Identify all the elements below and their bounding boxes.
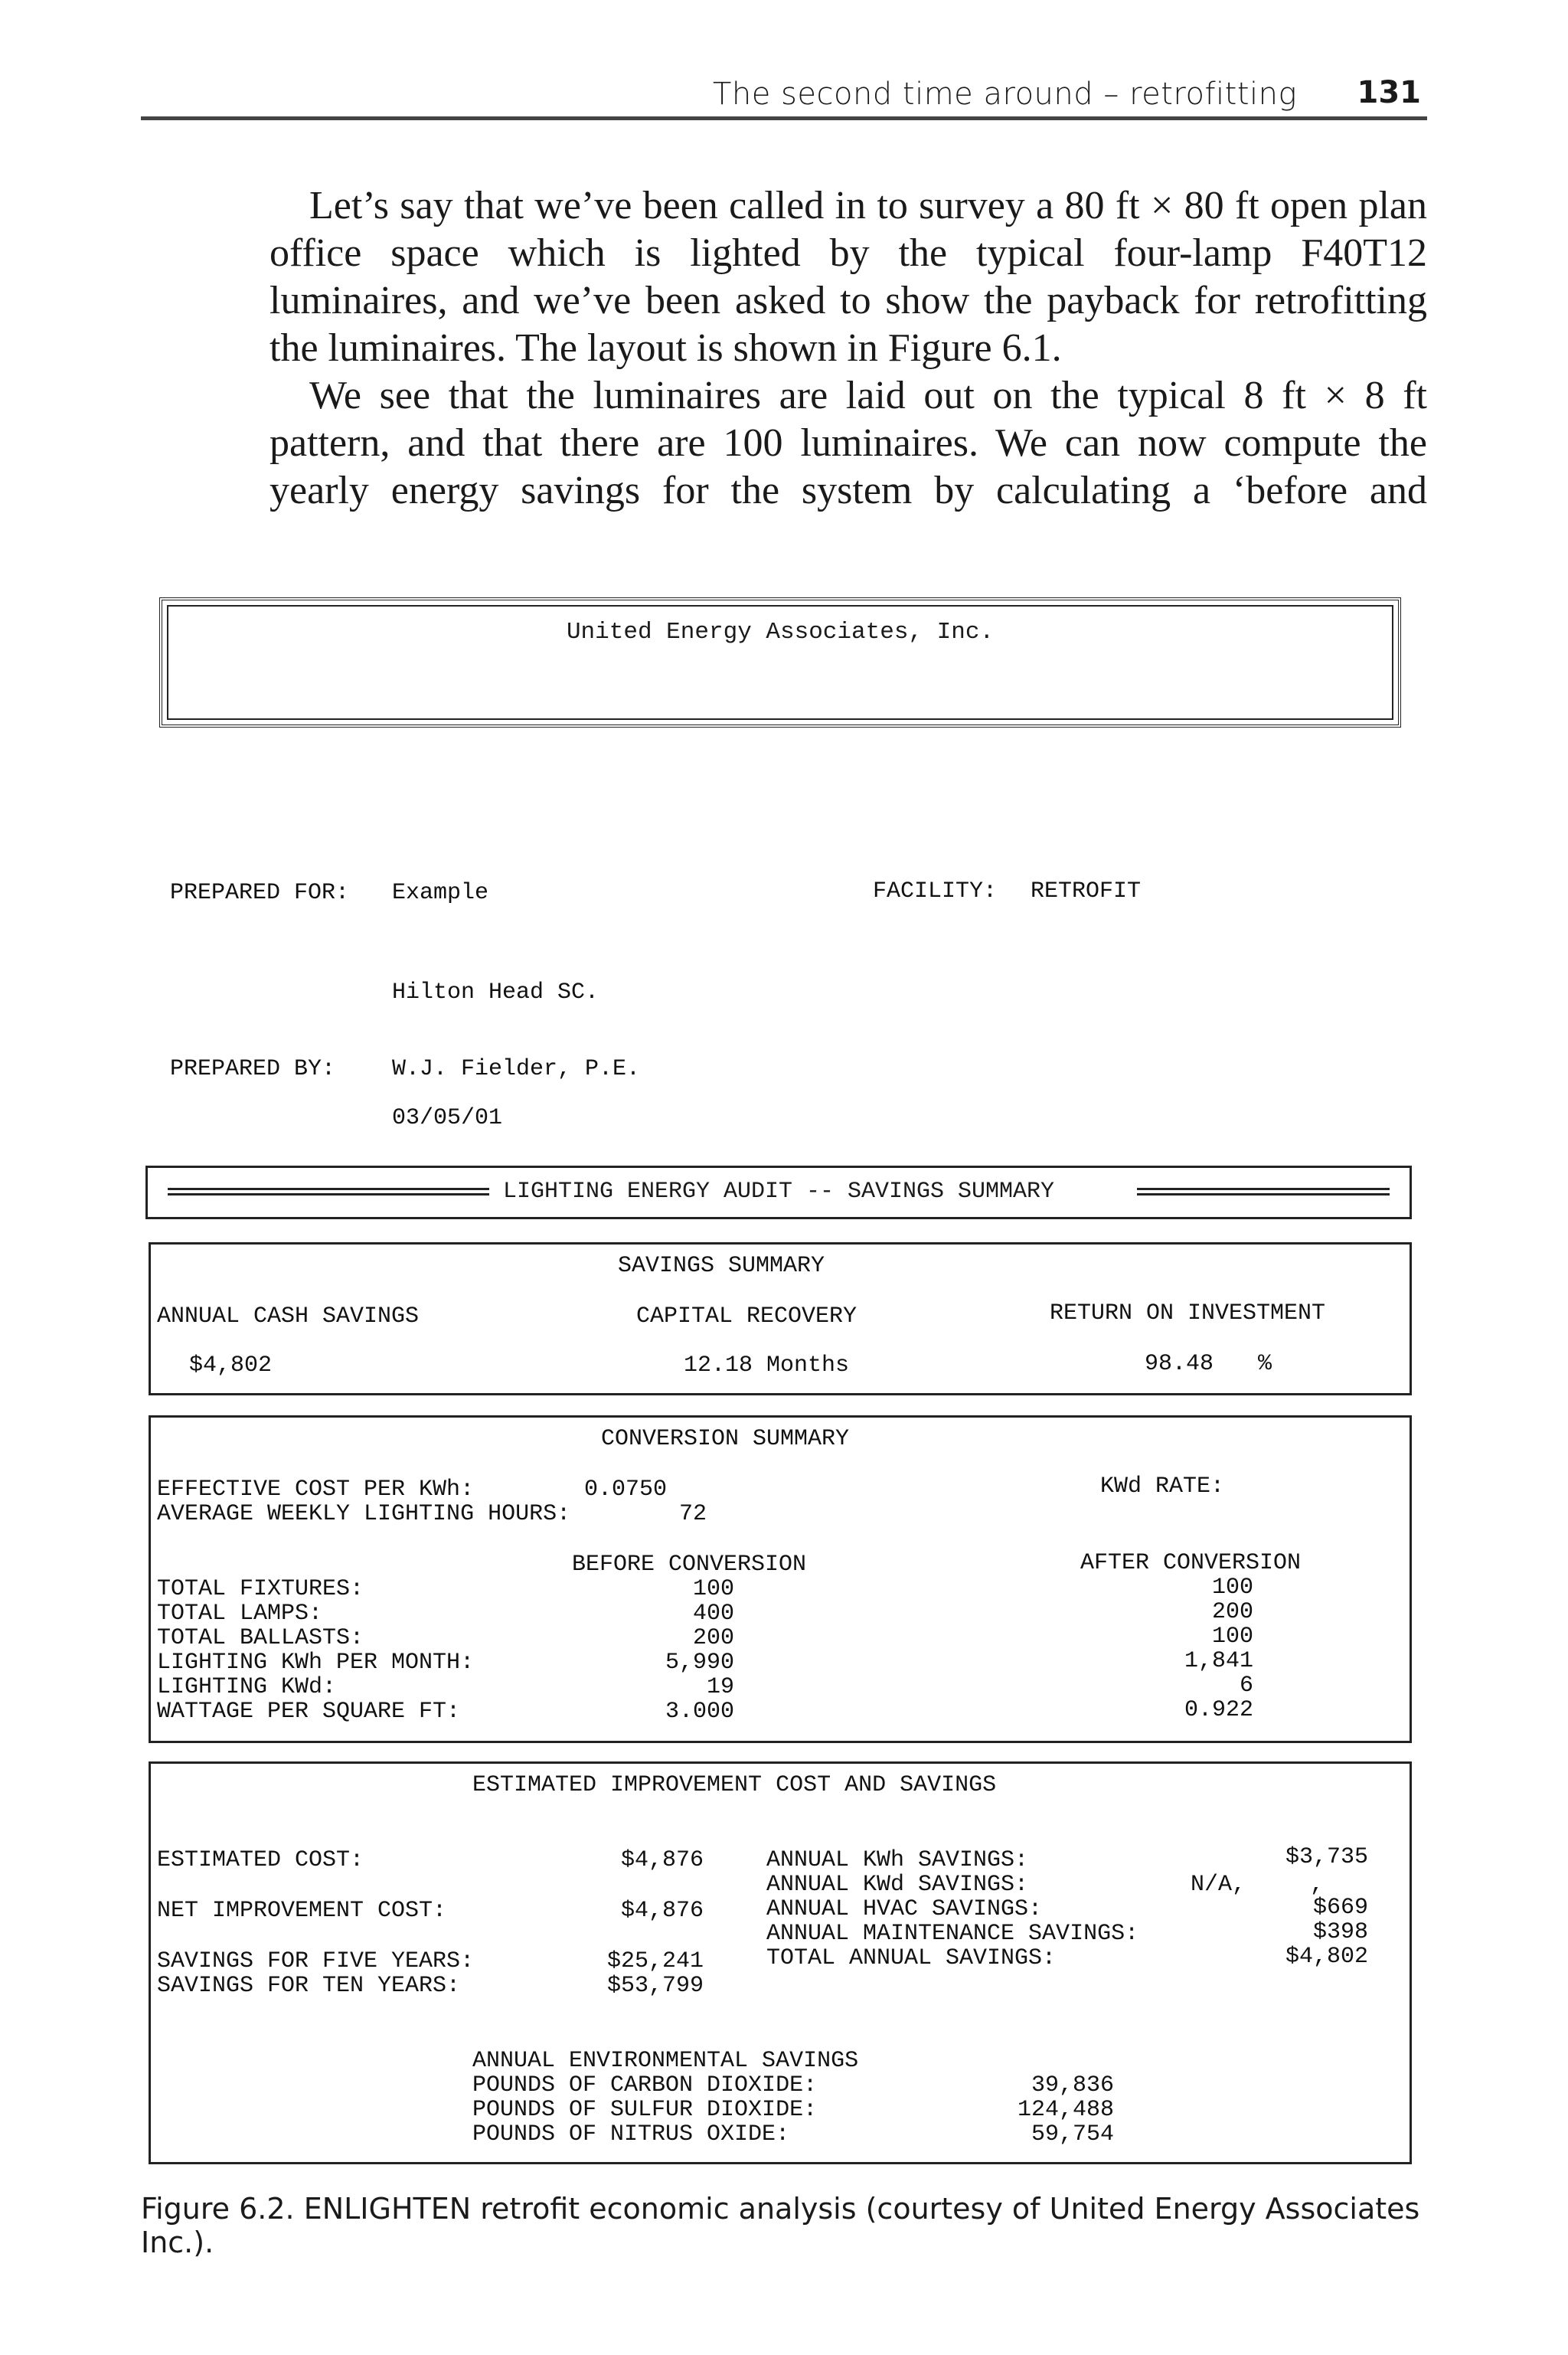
row-after: 200 [1211,1599,1253,1625]
body-text [270,182,1427,515]
conversion-summary-box [149,1415,1412,1743]
figure-caption: Figure 6.2. ENLIGHTEN retrofit economic analysis (courtesy of United Energy Associates Inc.). [141,2192,1420,2259]
improvement-title: ESTIMATED IMPROVEMENT COST AND SAVINGS [472,1772,997,1798]
row-before: 100 [692,1576,734,1602]
row-after: 0.922 [1184,1697,1253,1723]
row-label: TOTAL FIXTURES: [157,1576,364,1602]
roi-unit: % [1258,1351,1272,1377]
total-savings-label: TOTAL ANNUAL SAVINGS: [766,1945,1057,1971]
page-number: 131 [1357,75,1421,110]
hvac-savings-value: $669 [1312,1895,1368,1921]
row-after: 100 [1211,1624,1253,1650]
location: Hilton Head SC. [392,980,599,1006]
row-label: TOTAL BALLASTS: [157,1625,364,1651]
so2-label: POUNDS OF SULFUR DIOXIDE: [472,2097,818,2123]
maintenance-savings-label: ANNUAL MAINTENANCE SAVINGS: [766,1921,1139,1947]
row-label: WATTAGE PER SQUARE FT: [157,1699,461,1725]
company-name: United Energy Associates, Inc. [566,619,995,646]
kwd-savings-na: N/A, [1191,1872,1246,1898]
net-cost-value: $4,876 [620,1898,704,1924]
prepared-for-value: Example [392,880,489,906]
total-savings-value: $4,802 [1285,1944,1368,1970]
ten-year-value: $53,799 [606,1973,704,1999]
paragraph-1: Let’s say that we’ve been called in to survey a 80 ft × 80 ft open plan office space which is lighted by the typical four-lamp F40T12 luminaires, and we’ve been asked to show the payback for retrofitting the luminaires. The layout is shown in Figure 6.1. [270,184,1427,370]
row-after: 1,841 [1184,1648,1253,1674]
maintenance-savings-value: $398 [1312,1919,1368,1945]
prepared-by-value: W.J. Fielder, P.E. [392,1056,641,1082]
estimated-cost-label: ESTIMATED COST: [157,1847,364,1873]
prepared-by-label: PREPARED BY: [170,1056,336,1082]
row-before: 400 [692,1601,734,1627]
capital-recovery-label: CAPITAL RECOVERY [636,1303,858,1330]
improvement-cost-box [149,1761,1412,2164]
running-title: The second time around – retrofitting [712,77,1297,112]
estimated-cost-value: $4,876 [620,1847,704,1873]
kwh-savings-label: ANNUAL KWh SAVINGS: [766,1847,1029,1873]
conversion-title: CONVERSION SUMMARY [601,1426,850,1452]
facility-value: RETROFIT [1031,878,1142,904]
hvac-savings-label: ANNUAL HVAC SAVINGS: [766,1896,1043,1922]
audit-banner [145,1166,1412,1219]
company-inner-frame [167,605,1393,720]
cost-per-kwh-value: 0.0750 [584,1477,668,1503]
cash-savings-label: ANNUAL CASH SAVINGS [157,1303,420,1330]
row-label: LIGHTING KWd: [157,1674,337,1700]
row-after: 100 [1211,1575,1253,1601]
nox-label: POUNDS OF NITRUS OXIDE: [472,2121,790,2147]
savings-title: SAVINGS SUMMARY [618,1253,825,1279]
weekly-hours-value: 72 [679,1501,707,1527]
ten-year-label: SAVINGS FOR TEN YEARS: [157,1973,461,1999]
running-header [141,74,1427,120]
cash-savings-value: $4,802 [189,1352,273,1379]
row-before: 200 [692,1625,734,1651]
co2-label: POUNDS OF CARBON DIOXIDE: [472,2072,818,2098]
prepared-for-label: PREPARED FOR: [170,880,350,906]
nox-value: 59,754 [1031,2121,1114,2147]
kwd-savings-value: , [1310,1872,1325,1898]
row-after: 6 [1239,1673,1253,1699]
after-header: AFTER CONVERSION [1080,1550,1302,1576]
report-date: 03/05/01 [392,1105,503,1131]
roi-label: RETURN ON INVESTMENT [1050,1300,1326,1326]
net-cost-label: NET IMPROVEMENT COST: [157,1898,447,1924]
facility-label: FACILITY: [873,878,998,904]
banner-title: LIGHTING ENERGY AUDIT -- SAVINGS SUMMARY [148,1179,1410,1205]
row-label: TOTAL LAMPS: [157,1601,323,1627]
before-header: BEFORE CONVERSION [572,1552,807,1578]
row-before: 3.000 [665,1699,734,1725]
capital-recovery-value: 12.18 Months [684,1352,850,1379]
weekly-hours-label: AVERAGE WEEKLY LIGHTING HOURS: [157,1501,571,1527]
kwd-rate-label: KWd RATE: [1100,1474,1225,1500]
co2-value: 39,836 [1031,2072,1114,2098]
environmental-title: ANNUAL ENVIRONMENTAL SAVINGS [472,2048,859,2074]
five-year-label: SAVINGS FOR FIVE YEARS: [157,1948,475,1974]
company-box [159,597,1401,728]
savings-summary-box [149,1242,1412,1395]
five-year-value: $25,241 [606,1948,704,1974]
so2-value: 124,488 [1017,2097,1114,2123]
kwh-savings-value: $3,735 [1285,1844,1368,1870]
row-before: 19 [706,1674,734,1700]
paragraph-2: We see that the luminaires are laid out on the typical 8 ft × 8 ft pattern, and that there are 100 luminaires. We can now compute the yearly energy savings for the system by calculating a ‘before and [270,374,1427,512]
row-label: LIGHTING KWh PER MONTH: [157,1650,475,1676]
cost-per-kwh-label: EFFECTIVE COST PER KWh: [157,1477,475,1503]
kwd-savings-label: ANNUAL KWd SAVINGS: [766,1872,1029,1898]
row-before: 5,990 [665,1650,734,1676]
roi-value: 98.48 [1145,1351,1214,1377]
